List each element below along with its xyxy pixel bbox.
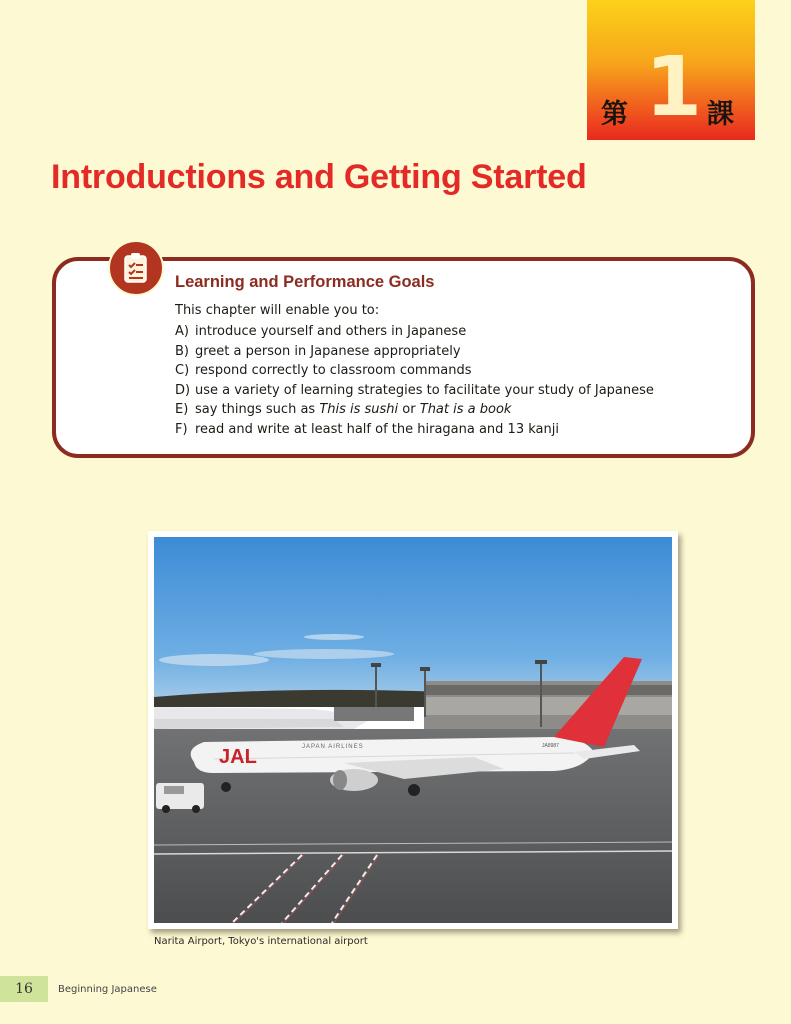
chapter-kanji-dai: 第 [601,99,628,130]
chapter-kanji-ka: 課 [707,99,734,130]
goal-item [175,420,654,440]
airport-photo [148,531,678,929]
goal-text: greet a person in Japanese appropriately [195,343,461,359]
goal-letter: F) [175,421,188,437]
goal-example-sushi: This is sushi [319,402,399,417]
goal-letter: A) [175,324,189,339]
goal-letter: C) [175,363,190,378]
goal-text: introduce yourself and others in Japanese [195,324,467,339]
goal-text-before: say things such as [195,402,320,417]
page-title: Introductions and Getting Started [51,158,587,196]
goal-text-mid: or [398,402,420,417]
goal-item [175,342,654,362]
page-number: 16 [0,976,48,1002]
airport-photo-image [154,537,672,923]
book-title: Beginning Japanese [58,984,157,995]
goal-text: respond correctly to classroom commands [195,363,472,378]
goal-text: use a variety of learning strategies to facilitate your study of Japanese [195,382,654,398]
chapter-tab [587,0,755,140]
goal-letter: B) [175,343,189,359]
goals-heading: Learning and Performance Goals [175,273,435,291]
plane-registration: JA8987 [542,743,559,749]
goal-item [175,381,654,401]
goals-list [175,322,654,439]
goal-item [175,322,654,342]
chapter-number: 1 [645,40,703,135]
photo-caption: Narita Airport, Tokyo's international airport [154,936,368,947]
goal-letter: E) [175,402,189,417]
plane-airline-name: JAPAN AIRLINES [302,744,364,750]
plane-logo: JAL [219,746,257,768]
goals-intro: This chapter will enable you to: [175,303,380,318]
clipboard-checklist-icon [108,240,164,296]
goal-item [175,361,654,381]
goal-letter: D) [175,382,191,398]
goal-item [175,400,654,420]
goal-text: read and write at least half of the hiragana and 13 kanji [195,421,559,437]
goal-example-book: That is a book [419,402,512,417]
